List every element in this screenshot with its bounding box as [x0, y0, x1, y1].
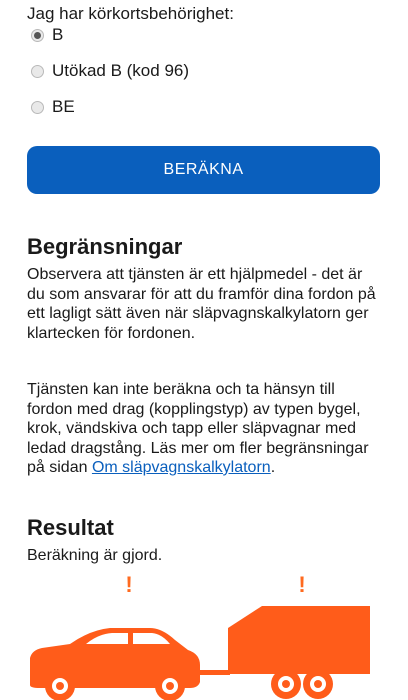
trailer-icon — [228, 606, 370, 699]
limitations-paragraph-2 — [27, 380, 377, 478]
license-question: Jag har körkortsbehörighet: — [27, 4, 234, 23]
radio-label: BE — [52, 97, 75, 116]
car-icon — [30, 628, 230, 700]
about-calculator-link[interactable]: Om släpvagnskalkylatorn — [91, 459, 271, 476]
radio-selected-dot — [34, 32, 41, 39]
radio-option-utokad-b[interactable] — [31, 61, 189, 81]
warning-icon: ! — [125, 572, 133, 597]
radio-label: Utökad B (kod 96) — [52, 61, 190, 80]
calculate-button[interactable]: BERÄKNA — [27, 146, 380, 194]
warning-icon: ! — [298, 572, 306, 597]
result-heading: Resultat — [27, 515, 114, 540]
radio-button[interactable] — [31, 65, 44, 78]
radio-label: B — [52, 25, 64, 44]
vehicle-illustration — [0, 570, 408, 700]
radio-option-be[interactable] — [31, 97, 75, 117]
radio-button[interactable] — [31, 29, 44, 42]
limitations-paragraph-2-text: Tjänsten kan inte beräkna och ta hänsyn till fordon med drag (kopplingstyp) av typen bygel, krok, vändskiva och tapp eller släpvagnar med ledad dragstång. Läs mer om fler begränsningar på sidan — [27, 381, 369, 476]
radio-option-b[interactable] — [31, 25, 63, 45]
limitations-paragraph-1: Observera att tjänsten är ett hjälpmedel - det är du som ansvarar för att du framför dina fordon på ett lagligt sätt även när släpvagnskalkylatorn ger klartecken för fordonen. — [27, 266, 376, 342]
radio-button[interactable] — [31, 101, 44, 114]
limitations-paragraph-2-end: . — [270, 459, 276, 476]
limitations-heading: Begränsningar — [27, 234, 183, 259]
result-status: Beräkning är gjord. — [27, 547, 163, 564]
